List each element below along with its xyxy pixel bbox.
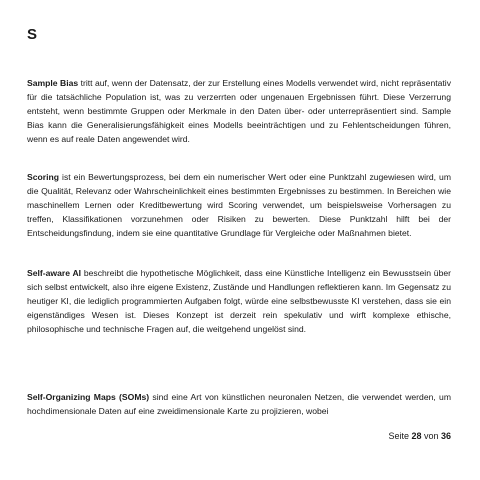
glossary-entry-soms bbox=[27, 390, 451, 418]
entry-definition: sind eine Art von künstlichen neuronalen Netzen, die verwendet werden, um hochdimensionale Daten auf eine zweidimensionale Karte zu projizieren, wobei bbox=[27, 392, 451, 416]
glossary-entry-sample-bias bbox=[27, 76, 451, 146]
total-page-count: 36 bbox=[440, 431, 451, 441]
entry-definition: ist ein Bewertungsprozess, bei dem ein numerischer Wert oder eine Punktzahl zugewiesen wird, um die Qualität, Relevanz oder Wahrscheinlichkeit eines bestimmten Ergebnisses zu bestimmen. In Bereichen wie maschinellem Lernen oder Kreditbewertung wird Scoring verwendet, um beispielsweise Vorhersagen zu treffen, Klassifikationen vorzunehmen oder Risiken zu bewerten. Diese Punktzahl hilft bei der Entscheidungsfindung, indem sie eine quantitative Grundlage für Vergleiche oder Maßnahmen bietet. bbox=[27, 172, 451, 238]
entry-term: Scoring bbox=[27, 172, 59, 182]
section-letter-heading: S bbox=[27, 26, 38, 43]
glossary-entry-self-aware-ai bbox=[27, 266, 451, 336]
entry-definition: beschreibt die hypothetische Möglichkeit, dass eine Künstliche Intelligenz ein Bewusstsein über sich selbst entwickelt, also ihre eigene Existenz, Zustände und Handlungen reflektieren kann. Im Gegensatz zu heutiger KI, die lediglich programmierten Aufgaben folgt, würde eine selbstbewusste KI verstehen, dass sie ein eigenständiges Wesen ist. Dieses Konzept ist derzeit rein spekulativ und wirft komplexe ethische, philosophische und technische Fragen auf, die weitgehend ungelöst sind. bbox=[27, 268, 451, 334]
page-number-footer bbox=[388, 431, 451, 441]
entry-definition: tritt auf, wenn der Datensatz, der zur Erstellung eines Modells verwendet wird, nicht repräsentativ für die tatsächliche Population ist, was zu verzerrten oder ungenauen Ergebnissen führt. Diese Verzerrung entsteht, wenn bestimmte Gruppen oder Merkmale in den Daten über- oder unterrepräsentiert sind. Sample Bias kann die Generalisierungsfähigkeit eines Modells beeinträchtigen und zu Fehlentscheidungen führen, wenn es auf reale Daten angewendet wird. bbox=[27, 78, 451, 144]
entry-term: Self-Organizing Maps (SOMs) bbox=[27, 392, 150, 402]
page-separator: von bbox=[421, 431, 441, 441]
glossary-entry-scoring bbox=[27, 170, 451, 240]
current-page-number: 28 bbox=[411, 431, 422, 441]
page-prefix: Seite bbox=[388, 431, 412, 441]
entry-term: Sample Bias bbox=[27, 78, 79, 88]
entry-term: Self-aware AI bbox=[27, 268, 82, 278]
